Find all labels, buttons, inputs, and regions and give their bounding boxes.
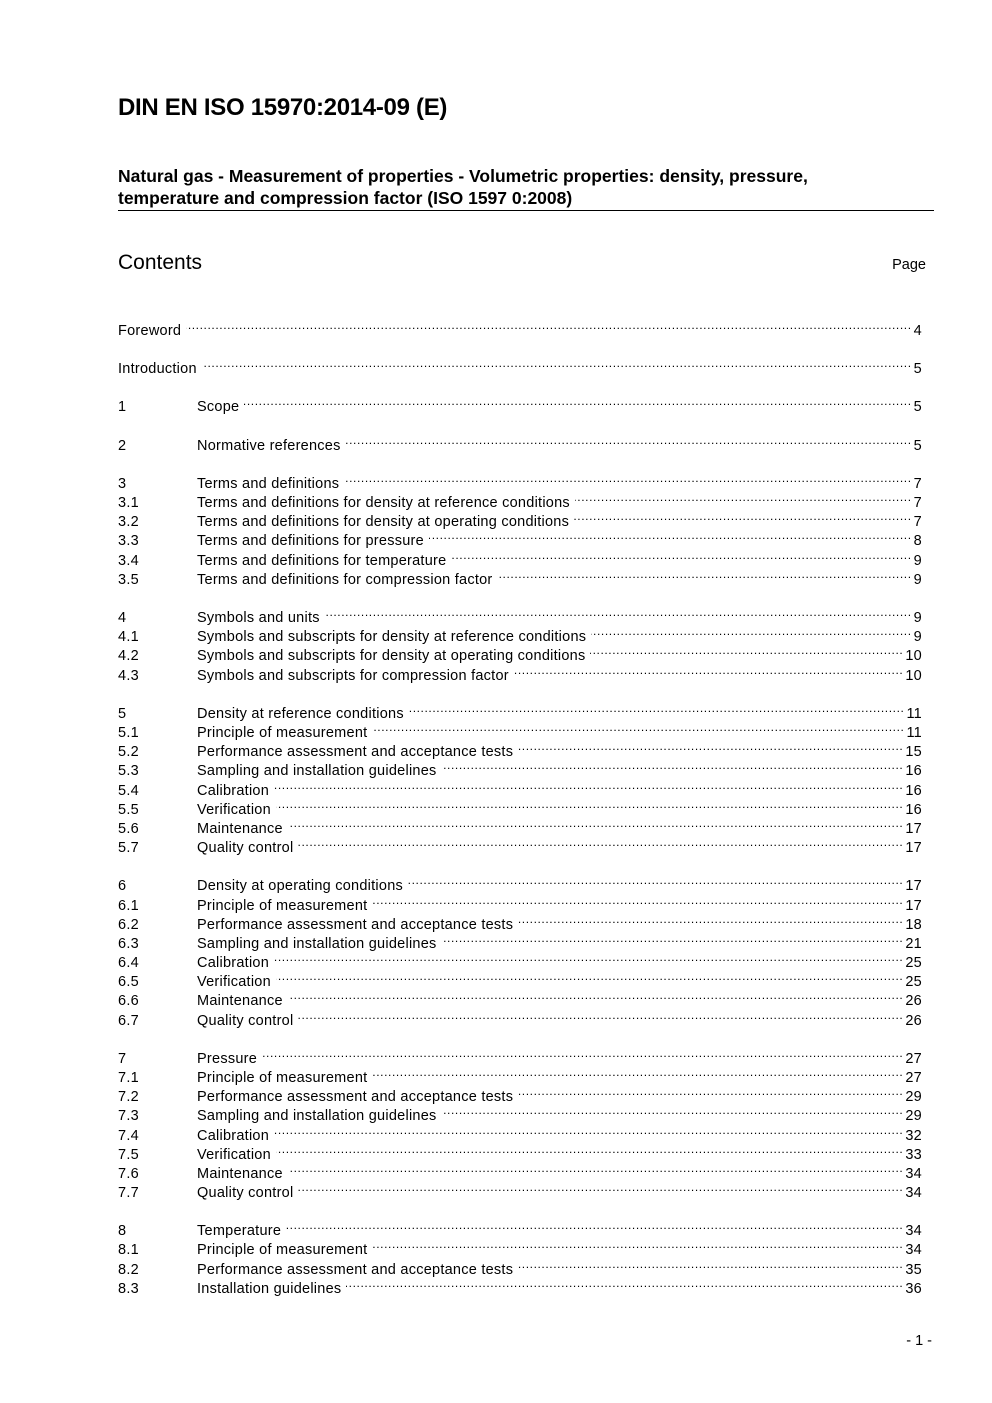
toc-entry-number: 3.5 — [118, 572, 139, 588]
toc-entry-number: 8.3 — [118, 1281, 139, 1297]
toc-entry-page: 16 — [905, 802, 922, 818]
toc-entry-number: 1 — [118, 399, 127, 415]
toc-entry-page: 27 — [905, 1070, 922, 1086]
toc-entry-page: 15 — [905, 744, 922, 760]
toc-entry-number: 4 — [118, 610, 127, 626]
toc-leader-dots — [372, 1235, 903, 1254]
toc-entry-title: Pressure — [197, 1051, 258, 1067]
toc-entry[interactable] — [118, 1063, 922, 1086]
toc-entry-number: 8 — [118, 1223, 127, 1239]
toc-entry-title: Performance assessment and acceptance tests — [197, 1089, 514, 1105]
toc-entry[interactable] — [118, 795, 922, 818]
toc-leader-dots — [186, 316, 911, 335]
toc-entry-title: Terms and definitions for compression factor — [197, 572, 493, 588]
toc-entry-title: Symbols and units — [197, 610, 320, 626]
toc-entry[interactable] — [118, 316, 922, 339]
toc-entry-page: 10 — [905, 668, 922, 684]
toc-entry-title: Performance assessment and acceptance tests — [197, 917, 514, 933]
toc-entry-title: Maintenance — [197, 1166, 283, 1182]
toc-entry[interactable] — [118, 488, 922, 511]
toc-entry[interactable] — [118, 1235, 922, 1258]
toc-entry[interactable] — [118, 641, 922, 664]
toc-entry-number: 6.1 — [118, 898, 139, 914]
toc-entry-page: 33 — [905, 1147, 922, 1163]
toc-entry-title: Terms and definitions for pressure — [197, 533, 424, 549]
document-subtitle — [118, 165, 934, 211]
toc-entry-page: 7 — [913, 514, 922, 530]
toc-entry[interactable] — [118, 814, 922, 837]
toc-entry-number: 5.5 — [118, 802, 139, 818]
toc-entry-title: Sampling and installation guidelines — [197, 936, 437, 952]
toc-entry-title: Sampling and installation guidelines — [197, 1108, 437, 1124]
toc-entry-page: 29 — [905, 1089, 922, 1105]
toc-entry-page: 34 — [905, 1242, 922, 1258]
toc-leader-dots — [298, 1006, 903, 1025]
toc-leader-dots — [274, 776, 903, 795]
toc-entry[interactable] — [118, 431, 922, 454]
toc-entry-title: Symbols and subscripts for density at reference conditions — [197, 629, 587, 645]
toc-entry-page: 27 — [905, 1051, 922, 1067]
toc-entry-number: 7.7 — [118, 1185, 139, 1201]
toc-entry[interactable] — [118, 469, 922, 492]
toc-entry-page: 36 — [905, 1281, 922, 1297]
toc-entry[interactable] — [118, 1006, 922, 1029]
toc-entry-page: 10 — [905, 648, 922, 664]
toc-entry-page: 9 — [913, 610, 922, 626]
toc-entry-number: 3 — [118, 476, 127, 492]
toc-entry-number: 3.2 — [118, 514, 139, 530]
page-column-heading: Page — [892, 257, 926, 273]
toc-entry-page: 11 — [906, 706, 922, 722]
toc-entry-page: 17 — [905, 840, 922, 856]
toc-leader-dots — [346, 1274, 903, 1293]
toc-entry[interactable] — [118, 833, 922, 856]
toc-entry-number: 7.2 — [118, 1089, 139, 1105]
toc-entry[interactable] — [118, 967, 922, 990]
toc-leader-dots — [346, 431, 912, 450]
toc-leader-dots — [442, 1101, 904, 1120]
toc-entry-number: 4.3 — [118, 668, 139, 684]
toc-leader-dots — [372, 1063, 903, 1082]
toc-entry-number: 7.5 — [118, 1147, 139, 1163]
toc-entry-number: 6.2 — [118, 917, 139, 933]
toc-leader-dots — [451, 546, 911, 565]
toc-entry[interactable] — [118, 1044, 922, 1067]
toc-entry-title: Density at operating conditions — [197, 878, 404, 894]
toc-entry-number: 7.1 — [118, 1070, 139, 1086]
toc-entry-page: 17 — [905, 878, 922, 894]
toc-entry-title: Terms and definitions for temperature — [197, 553, 447, 569]
toc-leader-dots — [274, 948, 903, 967]
toc-leader-dots — [518, 1255, 903, 1274]
toc-entry[interactable] — [118, 392, 922, 415]
toc-entry-title: Symbols and subscripts for density at operating conditions — [197, 648, 586, 664]
toc-entry-number: 5.4 — [118, 783, 139, 799]
toc-entry-page: 35 — [905, 1262, 922, 1278]
toc-entry-number: 6.7 — [118, 1013, 139, 1029]
toc-entry-title: Temperature — [197, 1223, 282, 1239]
subtitle-line-1: Natural gas - Measurement of properties - Volumetric properties: density, pressure, — [118, 166, 808, 186]
toc-entry[interactable] — [118, 1178, 922, 1201]
toc-entry-page: 18 — [905, 917, 922, 933]
toc-entry-number: 5.2 — [118, 744, 139, 760]
toc-entry-number: 7.6 — [118, 1166, 139, 1182]
toc-leader-dots — [276, 795, 903, 814]
toc-entry-title: Verification — [197, 1147, 271, 1163]
toc-entry[interactable] — [118, 699, 922, 722]
toc-entry-title: Scope — [197, 399, 240, 415]
toc-leader-dots — [202, 354, 912, 373]
toc-entry-number: 4.2 — [118, 648, 139, 664]
toc-entry[interactable] — [118, 871, 922, 894]
toc-entry-title: Verification — [197, 974, 271, 990]
toc-entry-page: 16 — [905, 763, 922, 779]
subtitle-line-2: temperature and compression factor (ISO 1597 0:2008) — [118, 188, 573, 208]
toc-entry-page: 16 — [905, 783, 922, 799]
toc-entry[interactable] — [118, 1121, 922, 1144]
toc-entry-page: 34 — [905, 1166, 922, 1182]
toc-entry-page: 34 — [905, 1223, 922, 1239]
toc-entry[interactable] — [118, 910, 922, 933]
toc-entry[interactable] — [118, 1274, 922, 1297]
toc-entry-number: 5.7 — [118, 840, 139, 856]
toc-entry-page: 26 — [905, 993, 922, 1009]
toc-entry-number: 7 — [118, 1051, 127, 1067]
toc-entry-number: 7.3 — [118, 1108, 139, 1124]
toc-entry-title: Performance assessment and acceptance tests — [197, 744, 514, 760]
toc-entry[interactable] — [118, 1255, 922, 1278]
toc-entry-page: 25 — [905, 974, 922, 990]
toc-entry-title: Foreword — [118, 323, 182, 339]
toc-entry-title: Terms and definitions — [197, 476, 340, 492]
toc-leader-dots — [298, 833, 903, 852]
toc-entry-page: 32 — [905, 1128, 922, 1144]
toc-entry-number: 7.4 — [118, 1128, 139, 1144]
toc-leader-dots — [274, 1121, 903, 1140]
toc-entry-title: Principle of measurement — [197, 725, 368, 741]
toc-entry[interactable] — [118, 718, 922, 741]
toc-leader-dots — [288, 1159, 904, 1178]
toc-entry[interactable] — [118, 565, 922, 588]
toc-entry-number: 3.1 — [118, 495, 139, 511]
toc-entry[interactable] — [118, 948, 922, 971]
toc-entry-page: 17 — [905, 898, 922, 914]
toc-entry[interactable] — [118, 1082, 922, 1105]
toc-leader-dots — [518, 910, 903, 929]
toc-leader-dots — [574, 507, 912, 526]
toc-leader-dots — [442, 929, 904, 948]
toc-entry-number: 6.5 — [118, 974, 139, 990]
toc-leader-dots — [298, 1178, 903, 1197]
document-title: DIN EN ISO 15970:2014-09 (E) — [118, 94, 448, 121]
toc-entry-number: 5 — [118, 706, 127, 722]
toc-entry-title: Maintenance — [197, 993, 283, 1009]
toc-entry[interactable] — [118, 1159, 922, 1182]
toc-leader-dots — [262, 1044, 903, 1063]
toc-entry-title: Quality control — [197, 840, 294, 856]
toc-leader-dots — [408, 871, 903, 890]
toc-leader-dots — [514, 661, 904, 680]
toc-leader-dots — [372, 891, 903, 910]
toc-entry-title: Terms and definitions for density at reference conditions — [197, 495, 570, 511]
toc-entry-number: 6 — [118, 878, 127, 894]
page-number: - 1 - — [906, 1333, 932, 1349]
toc-entry-number: 3.4 — [118, 553, 139, 569]
toc-entry-title: Normative references — [197, 438, 341, 454]
toc-entry-page: 21 — [905, 936, 922, 952]
toc-leader-dots — [590, 641, 903, 660]
toc-entry-number: 3.3 — [118, 533, 139, 549]
toc-entry[interactable] — [118, 1140, 922, 1163]
toc-entry-title: Principle of measurement — [197, 898, 368, 914]
toc-entry-number: 5.1 — [118, 725, 139, 741]
toc-entry[interactable] — [118, 526, 922, 549]
toc-entry[interactable] — [118, 737, 922, 760]
toc-entry-title: Calibration — [197, 955, 270, 971]
toc-leader-dots — [344, 469, 911, 488]
toc-entry-page: 8 — [913, 533, 922, 549]
toc-leader-dots — [429, 526, 912, 545]
toc-entry-page: 17 — [905, 821, 922, 837]
toc-entry-number: 8.1 — [118, 1242, 139, 1258]
toc-entry-page: 7 — [913, 476, 922, 492]
toc-entry[interactable] — [118, 603, 922, 626]
toc-leader-dots — [276, 967, 903, 986]
toc-entry-title: Verification — [197, 802, 271, 818]
contents-heading: Contents — [118, 251, 203, 274]
toc-entry[interactable] — [118, 929, 922, 952]
toc-entry[interactable] — [118, 986, 922, 1009]
toc-entry-page: 25 — [905, 955, 922, 971]
toc-entry-title: Sampling and installation guidelines — [197, 763, 437, 779]
toc-entry-title: Principle of measurement — [197, 1070, 368, 1086]
toc-entry-number: 8.2 — [118, 1262, 139, 1278]
toc-entry-title: Maintenance — [197, 821, 283, 837]
toc-leader-dots — [518, 737, 903, 756]
toc-entry[interactable] — [118, 756, 922, 779]
toc-entry-number: 5.3 — [118, 763, 139, 779]
toc-entry-page: 26 — [905, 1013, 922, 1029]
toc-entry-number: 6.6 — [118, 993, 139, 1009]
toc-leader-dots — [325, 603, 912, 622]
toc-leader-dots — [276, 1140, 903, 1159]
toc-leader-dots — [288, 986, 904, 1005]
toc-entry-number: 2 — [118, 438, 127, 454]
toc-entry-page: 5 — [913, 361, 922, 377]
toc-leader-dots — [498, 565, 912, 584]
toc-entry-page: 7 — [913, 495, 922, 511]
toc-entry-title: Installation guidelines — [197, 1281, 342, 1297]
toc-entry-title: Density at reference conditions — [197, 706, 404, 722]
toc-entry-number: 6.4 — [118, 955, 139, 971]
toc-entry[interactable] — [118, 546, 922, 569]
toc-entry[interactable] — [118, 661, 922, 684]
toc-entry-title: Terms and definitions for density at operating conditions — [197, 514, 570, 530]
toc-entry[interactable] — [118, 1101, 922, 1124]
toc-leader-dots — [409, 699, 905, 718]
toc-entry[interactable] — [118, 776, 922, 799]
toc-entry[interactable] — [118, 354, 922, 377]
toc-entry-number: 4.1 — [118, 629, 139, 645]
toc-entry-title: Calibration — [197, 1128, 270, 1144]
toc-entry-title: Performance assessment and acceptance tests — [197, 1262, 514, 1278]
toc-entry-page: 5 — [913, 399, 922, 415]
toc-entry-title: Quality control — [197, 1013, 294, 1029]
toc-entry-page: 4 — [913, 323, 922, 339]
toc-entry-page: 9 — [913, 553, 922, 569]
toc-entry-title: Principle of measurement — [197, 1242, 368, 1258]
toc-entry-page: 9 — [913, 629, 922, 645]
toc-entry[interactable] — [118, 891, 922, 914]
toc-entry-title: Quality control — [197, 1185, 294, 1201]
toc-entry-title: Introduction — [118, 361, 197, 377]
toc-entry-title: Symbols and subscripts for compression factor — [197, 668, 509, 684]
toc-entry-number: 6.3 — [118, 936, 139, 952]
toc-entry[interactable] — [118, 507, 922, 530]
toc-leader-dots — [591, 622, 911, 641]
toc-leader-dots — [244, 392, 911, 411]
toc-leader-dots — [442, 756, 904, 775]
toc-entry-page: 5 — [913, 438, 922, 454]
toc-leader-dots — [372, 718, 904, 737]
toc-entry-page: 11 — [906, 725, 922, 741]
toc-leader-dots — [518, 1082, 903, 1101]
toc-entry-page: 34 — [905, 1185, 922, 1201]
toc-leader-dots — [575, 488, 912, 507]
toc-entry-page: 29 — [905, 1108, 922, 1124]
toc-entry-title: Calibration — [197, 783, 270, 799]
toc-leader-dots — [286, 1216, 903, 1235]
toc-leader-dots — [288, 814, 904, 833]
toc-entry[interactable] — [118, 622, 922, 645]
toc-entry-number: 5.6 — [118, 821, 139, 837]
toc-entry-page: 9 — [913, 572, 922, 588]
toc-entry[interactable] — [118, 1216, 922, 1239]
